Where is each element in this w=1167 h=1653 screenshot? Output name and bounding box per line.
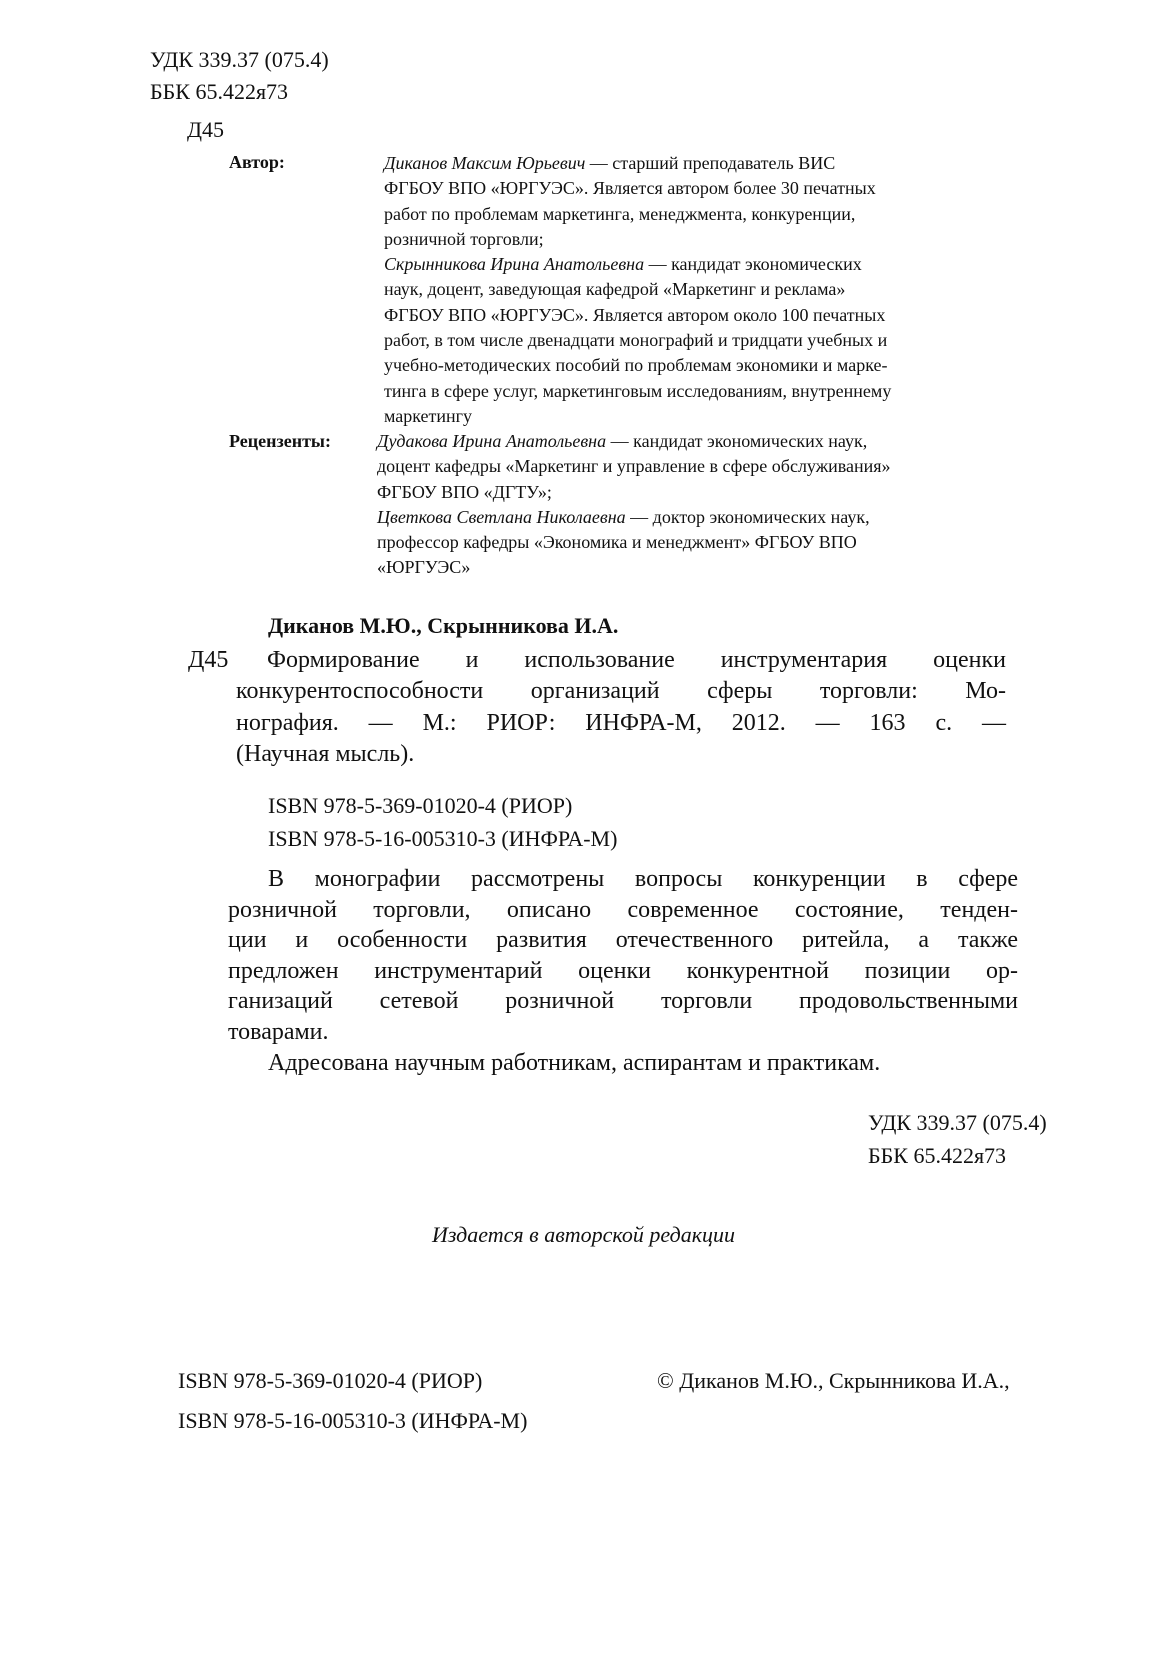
author1-line1: Диканов Максим Юрьевич — старший преподаватель ВИС: [384, 153, 836, 173]
author2-line1: Скрынникова Ирина Анатольевна — кандидат экономических: [384, 254, 862, 275]
reviewer2-line2: профессор кафедры «Экономика и менеджмент» ФГБОУ ВПО: [377, 532, 857, 553]
reviewer2-line3: «ЮРГУЭС»: [377, 557, 471, 578]
reviewer1-name: Дудакова Ирина Анатольевна: [377, 431, 607, 451]
reviewers-block: [377, 429, 1018, 581]
author2-line2: наук, доцент, заведующая кафедрой «Маркетинг и реклама»: [384, 279, 846, 300]
title-line2: конкурентоспособности организаций сферы торговли: Мо-: [236, 678, 1006, 705]
abstract-line1: В монографии рассмотрены вопросы конкуренции в сфере: [268, 866, 1018, 892]
abstract: [228, 864, 1018, 1078]
author-sign-top: Д45: [187, 117, 225, 142]
isbn-bottom-rior: ISBN 978-5-369-01020-4 (РИОР): [178, 1368, 483, 1393]
isbn-infra: ISBN 978-5-16-005310-3 (ИНФРА-М): [268, 826, 618, 851]
author1-name: Диканов Максим Юрьевич: [384, 153, 586, 173]
reviewer2-name: Цветкова Светлана Николаевна: [377, 506, 626, 527]
authors-heading: Диканов М.Ю., Скрынникова И.А.: [268, 613, 619, 638]
reviewer2-line1: Цветкова Светлана Николаевна — доктор экономических наук,: [377, 506, 870, 527]
author2-name: Скрынникова Ирина Анатольевна: [384, 254, 645, 275]
copyright-notice: © Диканов М.Ю., Скрынникова И.А.,: [657, 1368, 1010, 1393]
author-sign-mid: Д45: [188, 647, 229, 673]
reviewer1-line1: Дудакова Ирина Анатольевна — кандидат экономических наук,: [377, 431, 868, 451]
edition-note: Издается в авторской редакции: [431, 1222, 735, 1247]
udk-code-bottom: УДК 339.37 (075.4): [868, 1110, 1047, 1135]
abstract-line4: предложен инструментарий оценки конкурентной позиции ор-: [228, 957, 1018, 984]
author2-line7: маркетингу: [384, 405, 473, 426]
title-line4: (Научная мысль).: [236, 740, 415, 767]
reviewers-label: Рецензенты:: [229, 431, 331, 451]
isbn-rior: ISBN 978-5-369-01020-4 (РИОР): [268, 793, 573, 818]
reviewer1-line3: ФГБОУ ВПО «ДГТУ»;: [377, 481, 552, 502]
author1-line3: работ по проблемам маркетинга, менеджмента, конкуренции,: [384, 203, 856, 224]
abstract-line5: ганизаций сетевой розничной торговли продовольственными: [228, 988, 1018, 1015]
author2-line3: ФГБОУ ВПО «ЮРГУЭС». Является автором около 100 печатных: [384, 304, 886, 325]
abstract-line3: ции и особенности развития отечественного ритейла, а также: [228, 927, 1018, 954]
book-description: [236, 645, 1006, 770]
author2-line4: работ, в том числе двенадцати монографий и тридцати учебных и: [384, 330, 888, 351]
abstract-line6: товарами.: [228, 1018, 329, 1045]
author1-line2: ФГБОУ ВПО «ЮРГУЭС». Является автором более 30 печатных: [384, 178, 876, 199]
title-line3: нография. — М.: РИОР: ИНФРА-М, 2012. — 163 с. —: [236, 709, 1006, 736]
author2-line5: учебно-методических пособий по проблемам экономики и марке-: [384, 355, 888, 376]
bbk-code-bottom: ББК 65.422я73: [868, 1143, 1007, 1168]
authors-label: Автор:: [229, 152, 285, 172]
bbk-code-top: ББК 65.422я73: [150, 79, 289, 104]
audience-line: Адресована научным работникам, аспирантам и практикам.: [268, 1049, 881, 1076]
reviewer1-line2: доцент кафедры «Маркетинг и управление в сфере обслуживания»: [377, 456, 891, 477]
abstract-line2: розничной торговли, описано современное состояние, тенден-: [228, 896, 1018, 923]
authors-block: [384, 151, 1018, 429]
isbn-bottom-infra: ISBN 978-5-16-005310-3 (ИНФРА-М): [178, 1408, 528, 1433]
udk-code-top: УДК 339.37 (075.4): [150, 47, 329, 72]
author1-line4: розничной торговли;: [384, 228, 544, 249]
title-line1: Формирование и использование инструментария оценки: [267, 647, 1006, 673]
author2-line6: тинга в сфере услуг, маркетинговым исследованиям, внутреннему: [384, 380, 892, 401]
